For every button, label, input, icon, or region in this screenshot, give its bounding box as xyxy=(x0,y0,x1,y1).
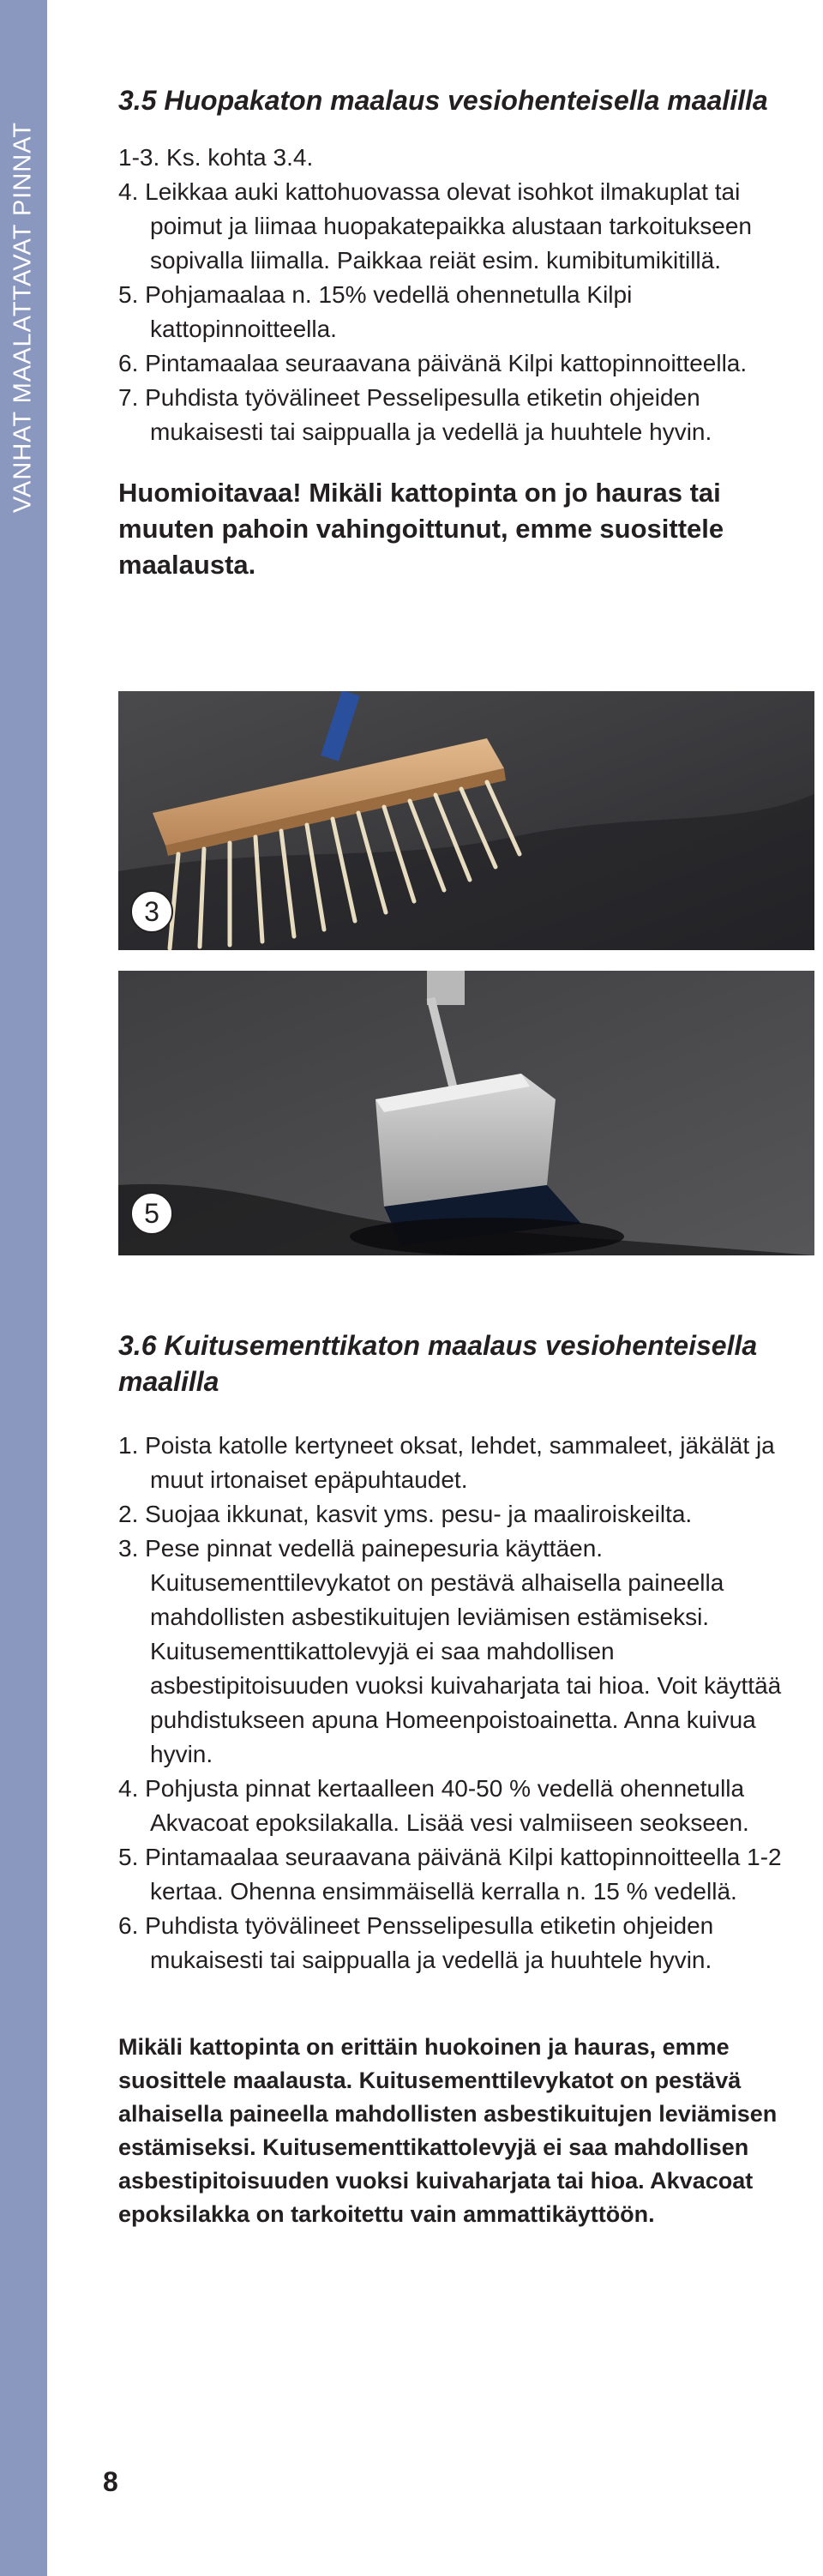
list-item: 2. Suojaa ikkunat, kasvit yms. pesu- ja maaliroiskeilta. xyxy=(118,1501,693,1527)
page-number: 8 xyxy=(103,2466,118,2497)
section-3-6 xyxy=(118,1327,814,2231)
section-title: 3.6 Kuitusementtikaton maalaus vesiohenteisella maalilla xyxy=(118,1330,758,1397)
side-label: VANHAT MAALATTAVAT PINNAT xyxy=(9,121,37,514)
warning-note: Mikäli kattopinta on erittäin huokoinen ja hauras, emme suosittele maalausta. Kuitusementtilevykatot on pestävä alhaisella paineella mahdollisten asbestikuitujen leviämisen estämiseksi. Kuitusementtikattolevyjä ei saa mahdollisen asbestipitoisuuden vuoksi kuivaharjata tai hioa. Akvacoat epoksilakka on tarkoitettu vain ammattikäyttöön. xyxy=(118,2034,778,2227)
warning-note: Huomioitavaa! Mikäli kattopinta on jo hauras tai muuten pahoin vahingoittunut, emme suosittele maalausta. xyxy=(118,478,724,580)
photo-broom xyxy=(118,691,814,950)
list-item: 4. Leikkaa auki kattohuovassa olevat isohkot ilmakuplat tai poimut ja liimaa huopakatepaikka alustaan tarkoitukseen sopivalla liimalla. Paikkaa reiät esim. kumibitumikitillä. xyxy=(118,178,752,274)
side-band xyxy=(0,0,47,2576)
list-item: 3. Pese pinnat vedellä painepesuria käyttäen. Kuitusementtilevykatot on pestävä alhaisella paineella mahdollisten asbestikuitujen leviämisen estämiseksi. Kuitusementtikattolevyjä ei saa mahdollisen asbestipitoisuuden vuoksi kuivaharjata tai hioa. Voit käyttää puhdistukseen apuna Homeenpoistoainetta. Anna kuivua hyvin. xyxy=(118,1535,782,1767)
list-item: 1. Poista katolle kertyneet oksat, lehdet, sammaleet, jäkälät ja muut irtonaiset epäpuhtaudet. xyxy=(118,1432,775,1493)
list-item: 7. Puhdista työvälineet Pesselipesulla etiketin ohjeiden mukaisesti tai saippualla ja vedellä ja huuhtele hyvin. xyxy=(118,384,712,445)
step-list xyxy=(118,141,814,449)
brush-on-roof-photo xyxy=(118,971,814,1255)
list-item: 6. Puhdista työvälineet Pensselipesulla etiketin ohjeiden mukaisesti tai saippualla ja vedellä ja huuhtele hyvin. xyxy=(118,1912,714,1973)
section-title: 3.5 Huopakaton maalaus vesiohenteisella maalilla xyxy=(118,85,768,116)
photo-brush xyxy=(118,971,814,1255)
list-item: 5. Pohjamaalaa n. 15% vedellä ohennetulla Kilpi kattopinnoitteella. xyxy=(118,281,633,342)
photo-badge: 3 xyxy=(130,890,173,933)
list-item: 1-3. Ks. kohta 3.4. xyxy=(118,144,314,171)
step-list xyxy=(118,1429,814,1977)
photo-badge: 5 xyxy=(130,1192,173,1235)
list-item: 4. Pohjusta pinnat kertaalleen 40-50 % vedellä ohennetulla Akvacoat epoksilakalla. Lisää vesi valmiiseen seokseen. xyxy=(118,1775,749,1836)
section-3-5 xyxy=(118,82,814,583)
list-item: 6. Pintamaalaa seuraavana päivänä Kilpi kattopinnoitteella. xyxy=(118,350,748,376)
list-item: 5. Pintamaalaa seuraavana päivänä Kilpi kattopinnoitteella 1-2 kertaa. Ohenna ensimmäisellä kerralla n. 15 % vedellä. xyxy=(118,1844,782,1905)
broom-on-roof-photo xyxy=(118,691,814,950)
